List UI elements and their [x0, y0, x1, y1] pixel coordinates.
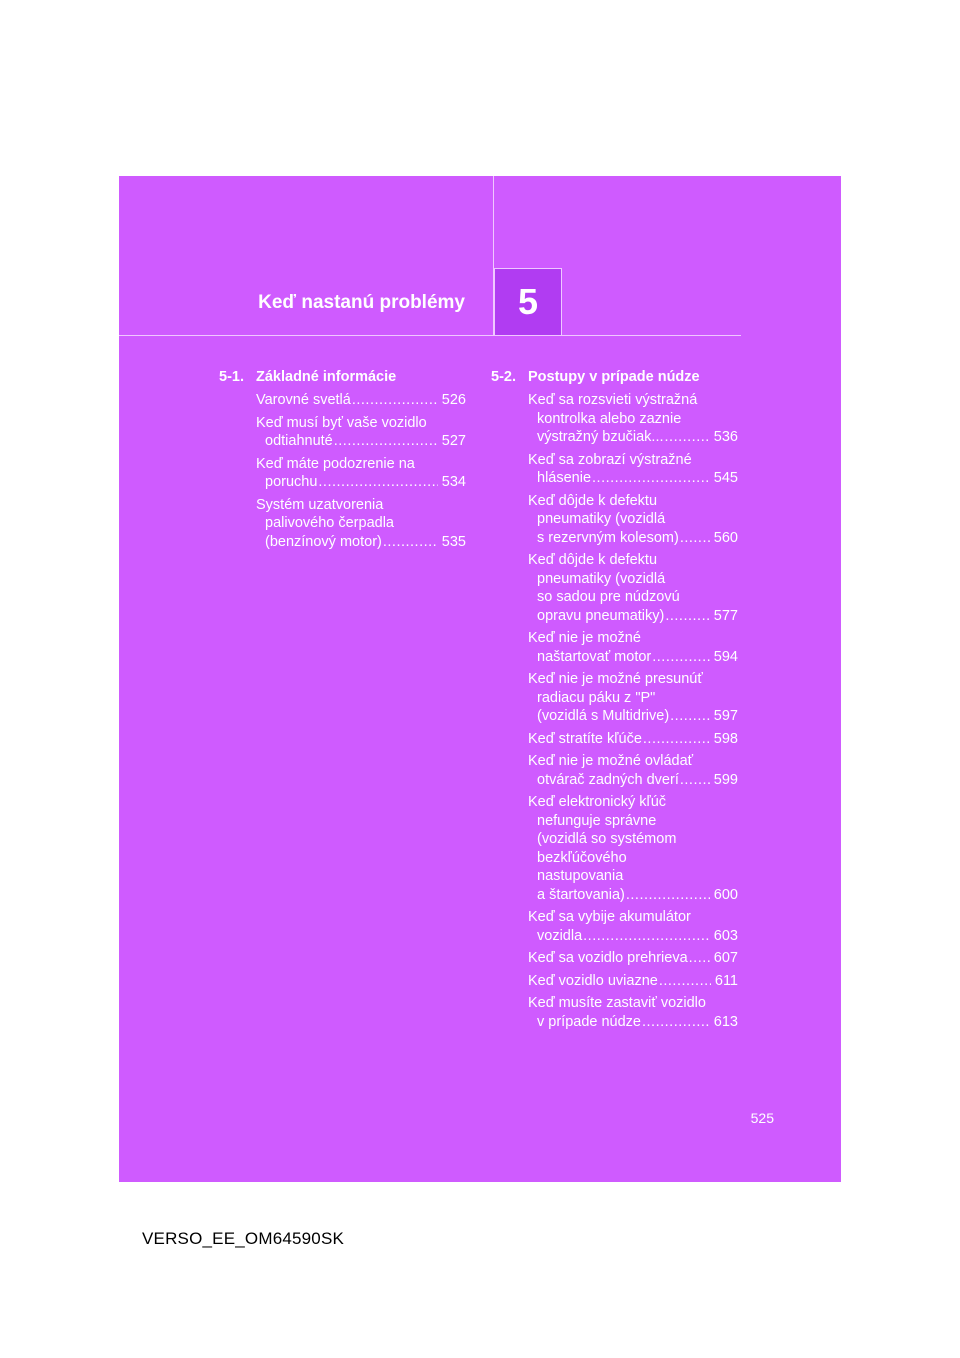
toc-entry-text: Keď elektronický kľúč: [528, 794, 667, 810]
dot-leader: [670, 707, 710, 726]
toc-entry-text: v prípade núdze: [537, 1013, 641, 1030]
toc-page-number: 603: [713, 927, 738, 944]
toc-entry[interactable]: [528, 994, 738, 1031]
dot-leader: [318, 473, 437, 492]
toc-page-number: 600: [713, 886, 738, 903]
dot-leader: [642, 1013, 710, 1032]
toc-entry[interactable]: [256, 455, 466, 492]
toc-entry[interactable]: [528, 551, 738, 625]
toc-page-number: 527: [441, 433, 466, 449]
toc-entry-text: palivového čerpadla: [265, 515, 394, 531]
dot-leader: [680, 529, 710, 548]
toc-entry-text: Keď nie je možné: [528, 630, 641, 646]
toc-entry[interactable]: [528, 670, 738, 726]
toc-entry[interactable]: [256, 414, 466, 451]
page-number: 525: [750, 1110, 774, 1126]
toc-page-number: 534: [441, 474, 466, 490]
toc-entry[interactable]: [528, 793, 738, 904]
toc-entry-text: Keď sa vozidlo prehrieva: [528, 950, 688, 966]
section-title: Základné informácie: [256, 369, 397, 385]
toc-entry-text: pneumatiky (vozidlá: [537, 570, 666, 587]
dot-leader: [352, 391, 438, 410]
toc-column-right: [491, 368, 738, 1035]
toc-page-number: 597: [713, 708, 738, 724]
toc-page-number: 560: [713, 529, 738, 546]
dot-leader: [652, 648, 710, 667]
chapter-panel: [119, 176, 841, 1182]
section-heading: [219, 368, 466, 386]
toc-page-number: 577: [713, 607, 738, 624]
toc-entry[interactable]: [528, 972, 738, 991]
toc-entry-text: pneumatiky (vozidlá: [537, 511, 666, 527]
toc-entry-text: opravu pneumatiky): [537, 607, 665, 624]
toc-entry[interactable]: [528, 629, 738, 666]
toc-entry-text: otvárač zadných dverí: [537, 771, 679, 788]
section-number: 5-2.: [491, 369, 516, 385]
chapter-number-badge: [494, 268, 562, 335]
toc-page-number: 545: [713, 470, 738, 486]
toc-entry-text: nastupovania: [537, 868, 624, 884]
toc-entry-text: odtiahnuté: [265, 433, 333, 449]
toc-entry[interactable]: [528, 949, 738, 968]
toc-entry[interactable]: [528, 908, 738, 945]
toc-page-number: 535: [441, 533, 466, 550]
toc-entry-text: kontrolka alebo zaznie: [537, 410, 682, 427]
dot-leader: [583, 927, 710, 946]
section-heading: [491, 368, 738, 386]
toc-entry-text: bezkľúčového: [537, 849, 627, 866]
dot-leader: [665, 607, 709, 626]
toc-entry-text: (vozidlá so systémom: [537, 831, 677, 847]
dot-leader: [659, 972, 711, 991]
toc-entry[interactable]: [528, 752, 738, 789]
toc-entry-text: hlásenie: [537, 470, 592, 486]
toc-entry-text: (benzínový motor): [265, 533, 382, 550]
toc-entry-text: nefunguje správne: [537, 812, 657, 829]
toc-entry-text: Keď nie je možné ovládať: [528, 753, 694, 769]
dot-leader: [383, 533, 438, 552]
toc-entry-text: Keď sa rozsvieti výstražná: [528, 392, 698, 408]
toc-entry[interactable]: [256, 496, 466, 552]
toc-page-number: 594: [713, 648, 738, 665]
toc-entry-text: naštartovať motor: [537, 648, 652, 665]
toc-entry[interactable]: [528, 730, 738, 749]
toc-entry-text: so sadou pre núdzovú: [537, 589, 680, 605]
toc-entry-text: (vozidlá s Multidrive): [537, 708, 670, 724]
section-number: 5-1.: [219, 369, 244, 385]
toc-page-number: 613: [713, 1013, 738, 1030]
toc-page-number: 536: [713, 429, 738, 445]
dot-leader: [689, 949, 710, 968]
toc-page-number: 599: [713, 771, 738, 788]
toc-entry[interactable]: [256, 391, 466, 410]
toc-entry-text: radiacu páku z "P": [537, 689, 656, 706]
dot-leader: [680, 771, 710, 790]
dot-leader: [592, 469, 710, 488]
toc-page-number: 607: [713, 950, 738, 966]
dot-leader: [643, 730, 710, 749]
toc-entry-text: Keď dôjde k defektu: [528, 552, 658, 568]
toc-entry-text: Keď máte podozrenie na: [256, 455, 415, 472]
toc-entry-text: poruchu: [265, 474, 318, 490]
toc-entry-text: Keď sa vybije akumulátor: [528, 909, 691, 925]
chapter-number: 5: [517, 281, 539, 322]
toc-entry-text: Keď stratíte kľúče: [528, 730, 642, 747]
dot-leader: [334, 432, 438, 451]
toc-page-number: 611: [714, 972, 738, 989]
toc-entry-text: Systém uzatvorenia: [256, 496, 384, 513]
toc-page-number: 526: [441, 392, 466, 408]
dot-leader: [626, 886, 710, 905]
toc-entry[interactable]: [528, 391, 738, 447]
toc-entry-text: Keď musí byť vaše vozidlo: [256, 414, 427, 431]
toc-entry-text: Keď sa zobrazí výstražné: [528, 451, 692, 468]
toc-entry-text: výstražný bzučiak...: [537, 429, 664, 445]
toc-entry-text: Keď vozidlo uviazne: [528, 972, 658, 989]
toc-entry-text: Keď musíte zastaviť vozidlo: [528, 995, 706, 1011]
toc-entry[interactable]: [528, 492, 738, 548]
document-code: VERSO_EE_OM64590SK: [142, 1229, 345, 1248]
toc-page-number: 598: [713, 730, 738, 747]
header-divider-horizontal: [119, 335, 741, 336]
toc-entry-text: s rezervným kolesom): [537, 529, 679, 546]
dot-leader: [665, 428, 710, 447]
toc-entry-text: Keď dôjde k defektu: [528, 492, 658, 509]
toc-entry-text: Keď nie je možné presunúť: [528, 671, 703, 687]
toc-entry[interactable]: [528, 451, 738, 488]
toc-entry-text: Varovné svetlá: [256, 392, 351, 408]
toc-entry-text: vozidla: [537, 927, 583, 944]
toc-column-left: [219, 368, 466, 555]
section-title: Postupy v prípade núdze: [528, 369, 700, 385]
toc-entry-text: a štartovania): [537, 886, 625, 903]
chapter-title: Keď nastanú problémy: [258, 292, 465, 313]
